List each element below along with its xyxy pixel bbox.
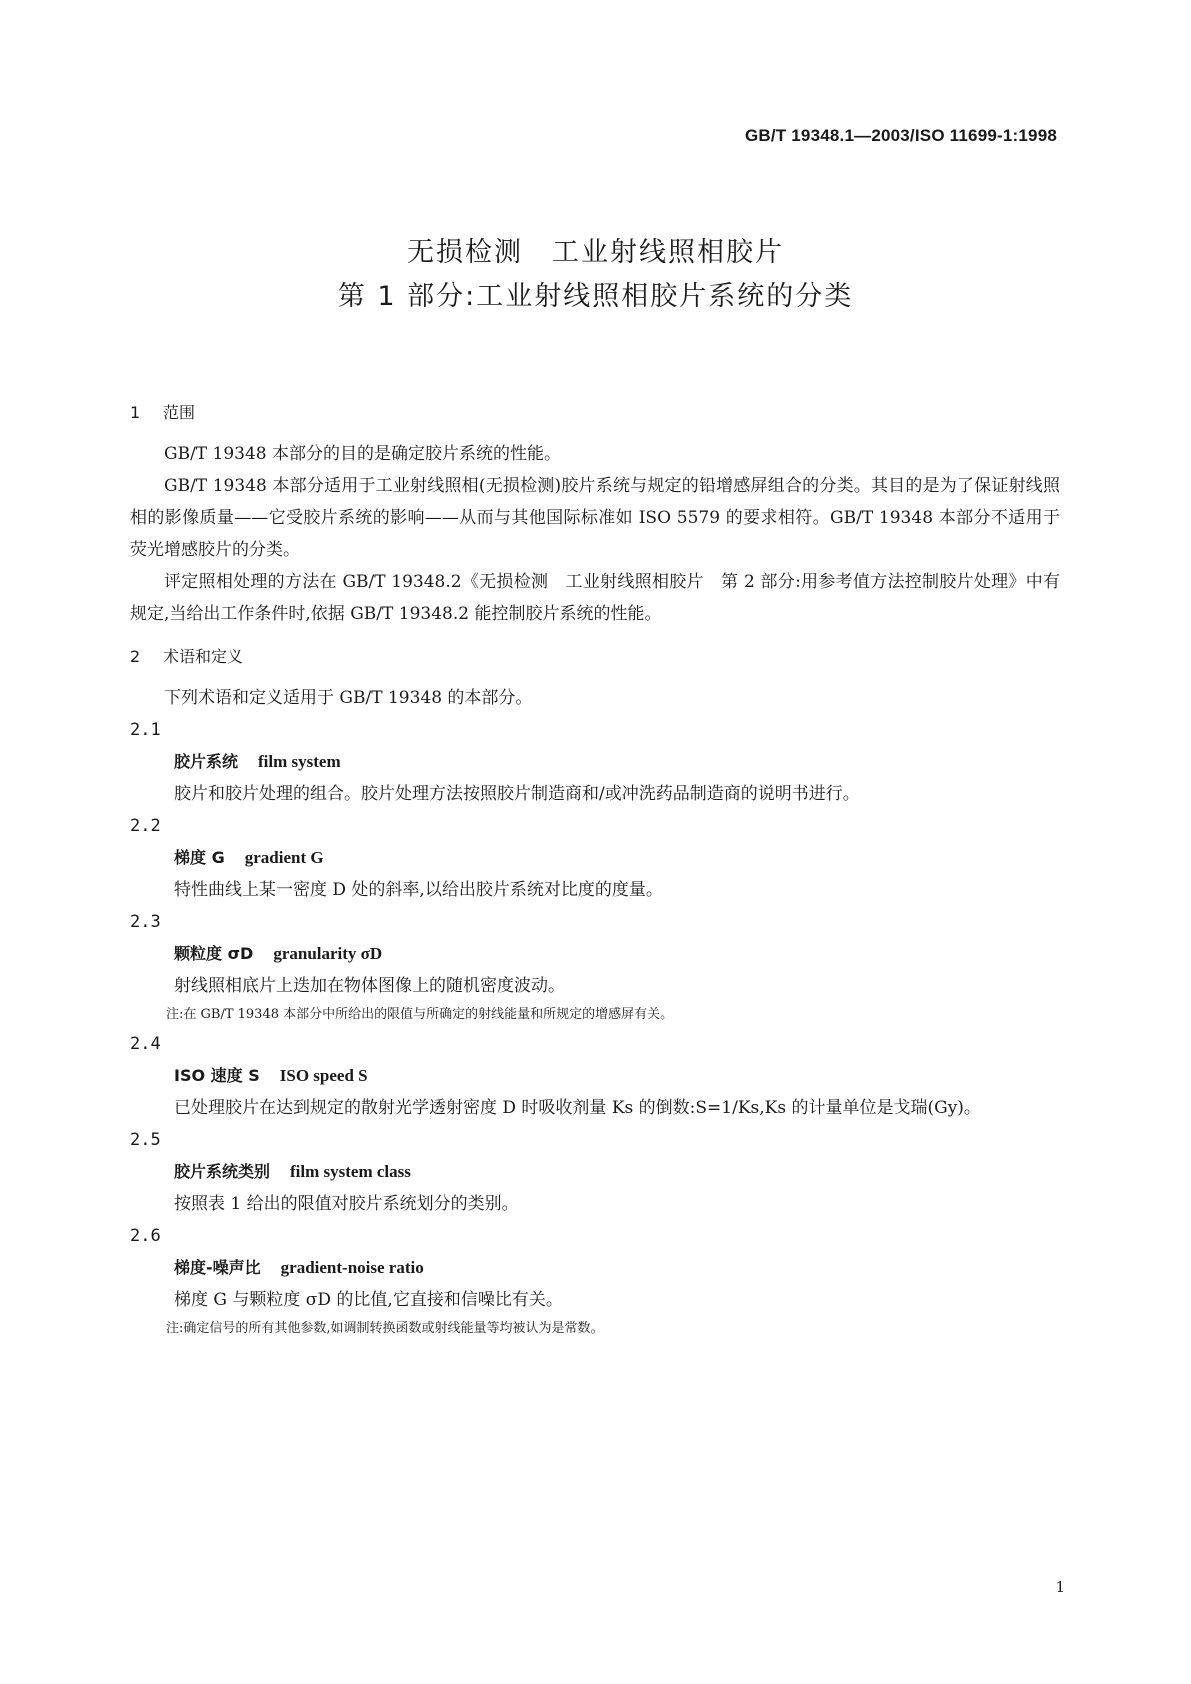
standard-code: GB/T 19348.1—2003/ISO 11699-1:1998 [744, 126, 1057, 145]
section-title: 术语和定义 [163, 647, 244, 666]
document-title-line-1: 无损检测 工业射线照相胶片 [407, 237, 784, 268]
term-entry [130, 1060, 1060, 1092]
term-english: gradient G [244, 848, 324, 867]
term-note: 注:在 GB/T 19348 本部分中所给出的限值与所确定的射线能量和所规定的增感屏有关。 [166, 1007, 674, 1022]
term-number: 2.5 [130, 1130, 161, 1150]
term-entry [130, 938, 1060, 970]
term-english: gradient-noise ratio [280, 1258, 424, 1277]
term-entry [130, 842, 1060, 874]
term-definition: 射线照相底片上迭加在物体图像上的随机密度波动。 [174, 976, 565, 996]
page-number: 1 [1055, 1578, 1065, 1596]
term-number: 2.3 [130, 912, 161, 932]
document-body [130, 398, 1060, 1342]
term-definition: 特性曲线上某一密度 D 处的斜率,以给出胶片系统对比度的度量。 [174, 880, 663, 900]
section-1-paragraph: GB/T 19348 本部分的目的是确定胶片系统的性能。 [164, 444, 562, 464]
term-entry [130, 1156, 1060, 1188]
term-definition: 梯度 G 与颗粒度 σD 的比值,它直接和信噪比有关。 [174, 1290, 563, 1310]
section-2-heading [130, 642, 1060, 672]
term-english: film system class [290, 1162, 411, 1181]
term-chinese: 颗粒度 σD [174, 944, 254, 963]
term-number: 2.2 [130, 816, 161, 836]
term-english: ISO speed S [279, 1066, 368, 1085]
section-2-intro: 下列术语和定义适用于 GB/T 19348 的本部分。 [164, 688, 533, 708]
section-number: 2 [130, 647, 141, 666]
term-definition: 按照表 1 给出的限值对胶片系统划分的类别。 [174, 1194, 519, 1214]
term-entry [130, 1252, 1060, 1284]
term-chinese: 胶片系统 [174, 752, 239, 771]
term-entry [130, 746, 1060, 778]
term-number: 2.1 [130, 720, 161, 740]
term-number: 2.4 [130, 1034, 161, 1054]
term-number: 2.6 [130, 1226, 161, 1246]
term-chinese: ISO 速度 S [174, 1066, 260, 1085]
term-english: film system [258, 752, 341, 771]
section-number: 1 [130, 403, 141, 422]
section-1-heading [130, 398, 1060, 428]
section-title: 范围 [163, 403, 196, 422]
term-english: granularity σD [273, 944, 383, 963]
term-chinese: 梯度 G [174, 848, 225, 867]
section-1-paragraph: GB/T 19348 本部分适用于工业射线照相(无损检测)胶片系统与规定的铅增感屏组合的分类。其目的是为了保证射线照相的影像质量——它受胶片系统的影响——从而与其他国际标准如 ISO 5579 的要求相符。GB/T 19348 本部分不适用于荧光增感胶片的分类。 [130, 476, 1060, 560]
section-1-paragraph: 评定照相处理的方法在 GB/T 19348.2《无损检测 工业射线照相胶片 第 2 部分:用参考值方法控制胶片处理》中有规定,当给出工作条件时,依据 GB/T 19348.2 能控制胶片系统的性能。 [130, 572, 1060, 624]
term-definition: 胶片和胶片处理的组合。胶片处理方法按照胶片制造商和/或冲洗药品制造商的说明书进行。 [174, 784, 860, 804]
term-chinese: 胶片系统类别 [174, 1162, 271, 1181]
document-title-line-2: 第 1 部分:工业射线照相胶片系统的分类 [337, 281, 854, 312]
term-chinese: 梯度-噪声比 [174, 1258, 261, 1277]
term-definition: 已处理胶片在达到规定的散射光学透射密度 D 时吸收剂量 Ks 的倒数:S=1/Ks,Ks 的计量单位是戈瑞(Gy)。 [174, 1098, 981, 1118]
term-note: 注:确定信号的所有其他参数,如调制转换函数或射线能量等均被认为是常数。 [166, 1321, 604, 1336]
